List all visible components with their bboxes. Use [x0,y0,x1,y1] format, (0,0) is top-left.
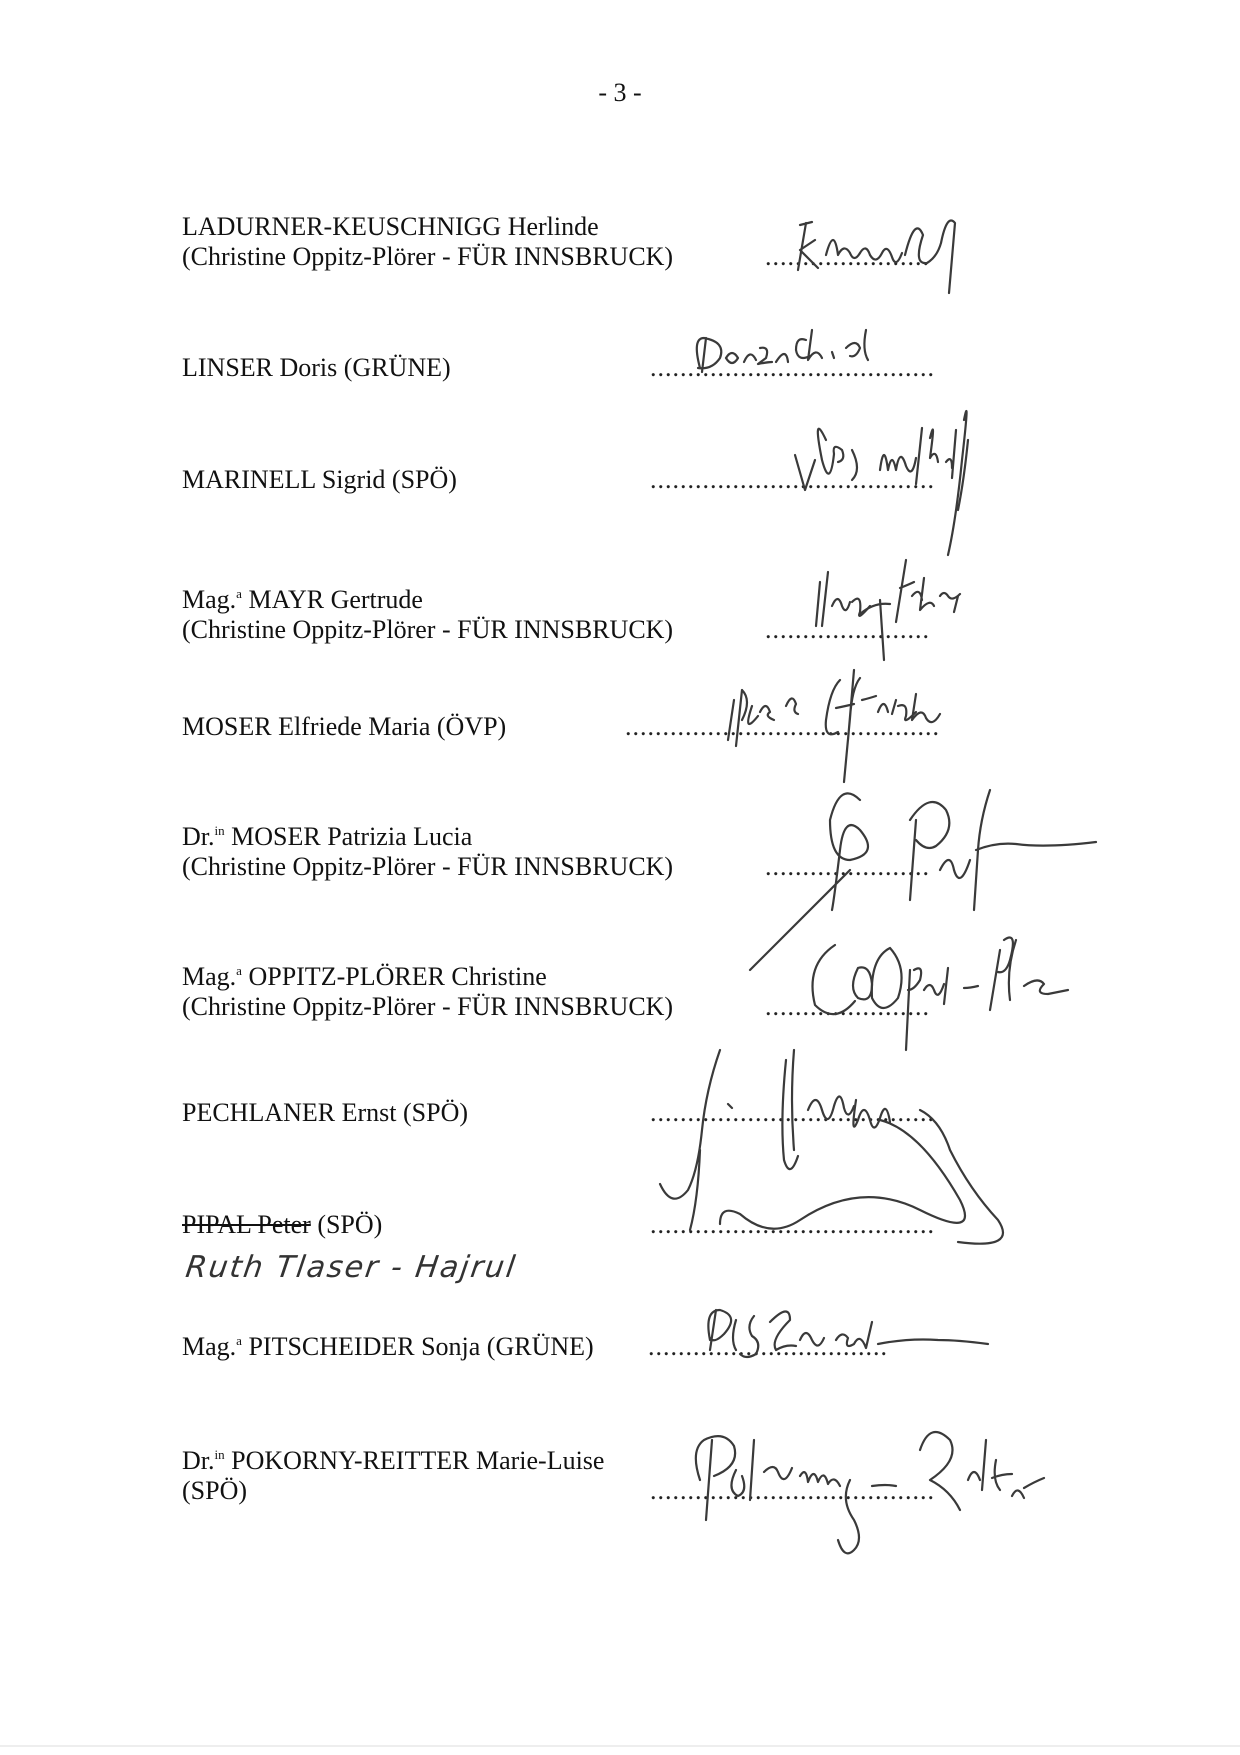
signatory-party: (SPÖ) [310,1210,383,1239]
signature-mayr [816,560,960,660]
signatory-party: (SPÖ) [182,1476,248,1505]
signature-dotted-line: ...................... [765,852,930,881]
page-number: - 3 - [598,78,642,107]
academic-title-suffix: a [236,963,242,978]
academic-title-suffix: a [236,1333,242,1348]
signature-dotted-line: ...................................... [650,465,935,494]
academic-title: Mag. [182,585,237,614]
signature-dotted-line: ...................................... [650,353,935,382]
signatory-entry [182,212,673,272]
signatory-entry [182,712,506,742]
signature-dotted-line: ...................................... [650,1476,935,1505]
signatory-entry [182,822,673,882]
signatory-party: (Christine Oppitz-Plörer - FÜR INNSBRUCK) [182,615,674,644]
academic-title: Dr. [182,822,215,851]
handwritten-replacement-name: Ruth Tlaser - Hajrul [183,1250,519,1285]
signatory-entry [182,353,451,383]
academic-title: Mag. [182,1332,237,1361]
signatory-entry [182,585,673,645]
signatory-entry [182,1098,468,1128]
signatory-name: PECHLANER Ernst (SPÖ) [182,1098,469,1127]
academic-title-suffix: a [236,586,242,601]
academic-title-suffix: in [214,823,225,838]
signatory-name: POKORNY-REITTER Marie-Luise [224,1446,605,1475]
signature-dotted-line: ................................ [648,1332,888,1361]
signatory-name: LINSER Doris (GRÜNE) [182,353,451,382]
signatory-name: MAYR Gertrude [241,585,423,614]
signatory-entry [182,1446,604,1506]
signatory-entry [182,465,457,495]
signatory-entry [182,1210,382,1240]
signatory-party: (Christine Oppitz-Plörer - FÜR INNSBRUCK) [182,242,674,271]
academic-title: Mag. [182,962,237,991]
struck-out-name: PIPAL Peter [182,1210,311,1239]
signature-dotted-line: ...................... [765,992,930,1021]
signature-dotted-line: ...................... [765,615,930,644]
signatory-entry [182,1332,594,1362]
signature-dotted-line: ...................................... [650,1098,935,1127]
signatory-name: PITSCHEIDER Sonja (GRÜNE) [241,1332,594,1361]
page-bottom-edge [0,1745,1240,1747]
signatory-entry [182,962,673,1022]
signatory-party: (Christine Oppitz-Plörer - FÜR INNSBRUCK) [182,852,674,881]
signature-dotted-line: .......................................... [625,712,940,741]
signature-dotted-line: ...................................... [650,1210,935,1239]
signatory-name: MOSER Elfriede Maria (ÖVP) [182,712,507,741]
academic-title: Dr. [182,1446,215,1475]
signatory-name: OPPITZ-PLÖRER Christine [241,962,547,991]
academic-title-suffix: in [214,1447,225,1462]
signatory-name: MOSER Patrizia Lucia [224,822,473,851]
signatory-name: MARINELL Sigrid (SPÖ) [182,465,457,494]
signature-dotted-line: ...................... [765,242,930,271]
signatory-name: LADURNER-KEUSCHNIGG Herlinde [182,212,599,241]
signatory-party: (Christine Oppitz-Plörer - FÜR INNSBRUCK) [182,992,674,1021]
